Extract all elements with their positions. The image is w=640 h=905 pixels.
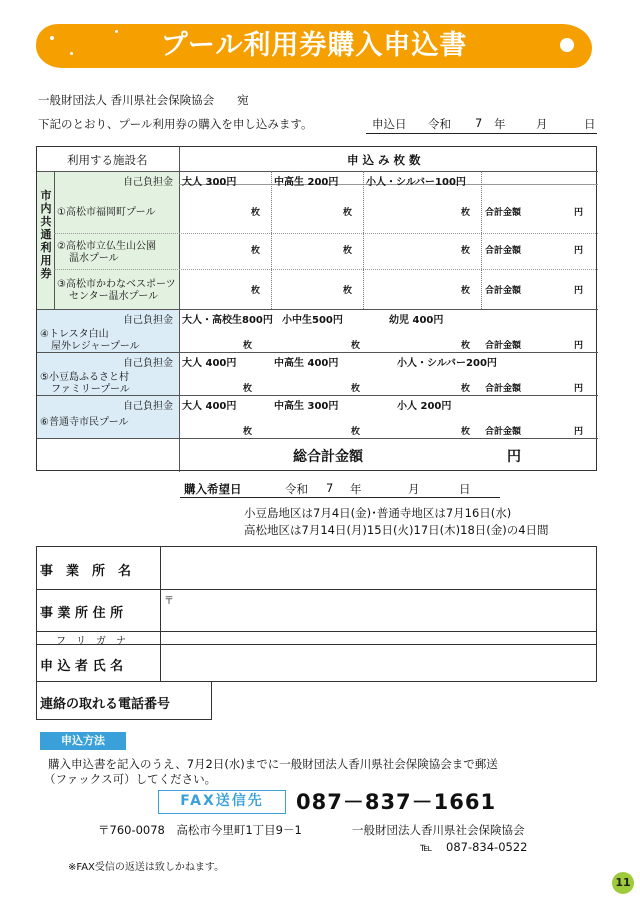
- price-student: 中高生 400円: [274, 358, 339, 369]
- self-pay-label: 自己負担金: [123, 315, 173, 326]
- unit-label: 枚: [351, 427, 361, 437]
- office-name-field[interactable]: [162, 548, 594, 588]
- org-name: 一般財団法人香川県社会保険協会: [352, 823, 525, 837]
- price-child: 小人・シルバー100円: [366, 177, 466, 188]
- unit-label: 枚: [461, 427, 471, 437]
- unit-label: 枚: [243, 427, 253, 437]
- yen-label: 円: [574, 286, 584, 296]
- self-pay-label: 自己負担金: [123, 177, 173, 188]
- schedule-line-2: 高松地区は7月14日(月)15日(火)17日(木)18日(金)の4日間: [244, 523, 549, 537]
- applicant-name-field[interactable]: [162, 646, 594, 680]
- subtotal-label: 合計金額: [485, 427, 522, 437]
- unit-label: 枚: [251, 208, 261, 218]
- tel-label: ℡: [420, 840, 433, 854]
- yen-label: 円: [574, 341, 584, 351]
- facility-1: ①高松市福岡町プール: [57, 207, 156, 218]
- price-child: 小人・シルバー200円: [397, 358, 497, 369]
- unit-label: 枚: [251, 286, 261, 296]
- unit-label: 枚: [461, 246, 471, 256]
- page-number-badge: 11: [612, 872, 634, 894]
- addressee: 一般財団法人 香川県社会保険協会 宛: [38, 93, 249, 107]
- unit-label: 枚: [461, 286, 471, 296]
- city-group-label: 市 内 共 通 利 用 券: [40, 189, 52, 280]
- applicant-name-label: 申 込 者 氏 名: [40, 659, 124, 674]
- subtotal-label: 合計金額: [485, 246, 522, 256]
- application-date-year-unit: 年: [494, 117, 506, 131]
- unit-label: 枚: [351, 341, 361, 351]
- subtotal-label: 合計金額: [485, 341, 522, 351]
- phone-field[interactable]: [212, 683, 597, 719]
- application-date-label: 申込日: [372, 117, 407, 131]
- intro-text: 下記のとおり、プール利用券の購入を申し込みます。: [38, 117, 313, 131]
- facility-3-line1: ③高松市かわなベスポーツ: [57, 279, 176, 290]
- purchase-date-year: 7: [326, 481, 334, 495]
- method-text-2: （ファックス可）してください。: [44, 772, 217, 786]
- facility-6: ⑥普通寺市民プール: [40, 417, 129, 428]
- subtotal-label: 合計金額: [485, 384, 522, 394]
- fax-badge: FAX送信先: [158, 790, 286, 814]
- self-pay-label: 自己負担金: [123, 358, 173, 369]
- price-student: 中高生 300円: [274, 401, 339, 412]
- purchase-date-year-unit: 年: [350, 482, 362, 496]
- schedule-line-1: 小豆島地区は7月4日(金)･普通寺地区は7月16日(水): [244, 506, 512, 520]
- price-student: 小中生500円: [282, 315, 343, 326]
- grand-total-label: 総合計金額: [293, 449, 363, 465]
- price-child: 小人 200円: [397, 401, 452, 412]
- application-table: [36, 146, 597, 471]
- price-student: 中高生 200円: [274, 177, 339, 188]
- unit-label: 枚: [243, 341, 253, 351]
- method-text-1: 購入申込書を記入のうえ、7月2日(水)までに一般財団法人香川県社会保険協会まで郵送: [48, 757, 498, 771]
- applicant-form: [36, 546, 597, 720]
- unit-label: 枚: [343, 246, 353, 256]
- page-title: プール利用券購入申込書: [160, 30, 468, 61]
- yen-label: 円: [574, 246, 584, 256]
- yen-label: 円: [574, 208, 584, 218]
- price-adult: 大人・高校生800円: [182, 315, 273, 326]
- application-date-day-unit: 日: [584, 117, 596, 131]
- furigana-field[interactable]: [162, 632, 594, 644]
- price-adult: 大人 400円: [182, 358, 237, 369]
- price-adult: 大人 400円: [182, 401, 237, 412]
- office-name-label: 事 業 所 名: [40, 564, 132, 579]
- purchase-date-underline: [180, 497, 500, 498]
- tel-number: 087-834-0522: [446, 840, 528, 854]
- facility-4-line2: 屋外レジャープール: [51, 341, 140, 352]
- header-count: 申 込 み 枚 数: [347, 153, 421, 167]
- grand-total-yen: 円: [507, 449, 521, 465]
- header-facility: 利用する施設名: [67, 153, 148, 167]
- price-adult: 大人 300円: [182, 177, 237, 188]
- fax-note: ※FAX受信の返送は致しかねます。: [68, 862, 225, 873]
- unit-label: 枚: [343, 286, 353, 296]
- unit-label: 枚: [343, 208, 353, 218]
- facility-2-line2: 温水プール: [69, 253, 119, 264]
- office-address-field[interactable]: [162, 591, 594, 630]
- unit-label: 枚: [251, 246, 261, 256]
- facility-5-line1: ⑤小豆島ふるさと村: [40, 372, 129, 383]
- office-address-label: 事 業 所 住 所: [40, 606, 124, 621]
- price-child: 幼児 400円: [389, 315, 444, 326]
- subtotal-label: 合計金額: [485, 286, 522, 296]
- facility-2-line1: ②高松市立仏生山公園: [57, 241, 156, 252]
- facility-5-line2: ファミリープール: [51, 384, 130, 395]
- application-date-underline: [366, 133, 597, 134]
- method-badge: 申込方法: [40, 732, 126, 750]
- unit-label: 枚: [461, 341, 471, 351]
- purchase-date-day-unit: 日: [459, 482, 471, 496]
- yen-label: 円: [574, 427, 584, 437]
- purchase-date-month-unit: 月: [408, 482, 420, 496]
- fax-number: 087－837－1661: [296, 790, 497, 814]
- purchase-date-label: 購入希望日: [184, 482, 242, 496]
- facility-4-line1: ④トレスタ白山: [40, 329, 109, 340]
- unit-label: 枚: [243, 384, 253, 394]
- phone-label: 連絡の取れる電話番号: [40, 697, 171, 712]
- application-date-era: 令和: [428, 117, 451, 131]
- application-date-month-unit: 月: [536, 117, 548, 131]
- self-pay-label: 自己負担金: [123, 401, 173, 412]
- unit-label: 枚: [351, 384, 361, 394]
- furigana-label: フ リ ガ ナ: [56, 636, 126, 647]
- application-date-year: 7: [475, 116, 483, 130]
- address-text: 〒760-0078 高松市今里町1丁目9－1: [98, 823, 302, 837]
- purchase-date-era: 令和: [285, 482, 308, 496]
- postal-mark: 〒: [164, 596, 174, 607]
- facility-3-line2: センター温水プール: [69, 291, 159, 302]
- yen-label: 円: [574, 384, 584, 394]
- subtotal-label: 合計金額: [485, 208, 522, 218]
- unit-label: 枚: [461, 208, 471, 218]
- unit-label: 枚: [461, 384, 471, 394]
